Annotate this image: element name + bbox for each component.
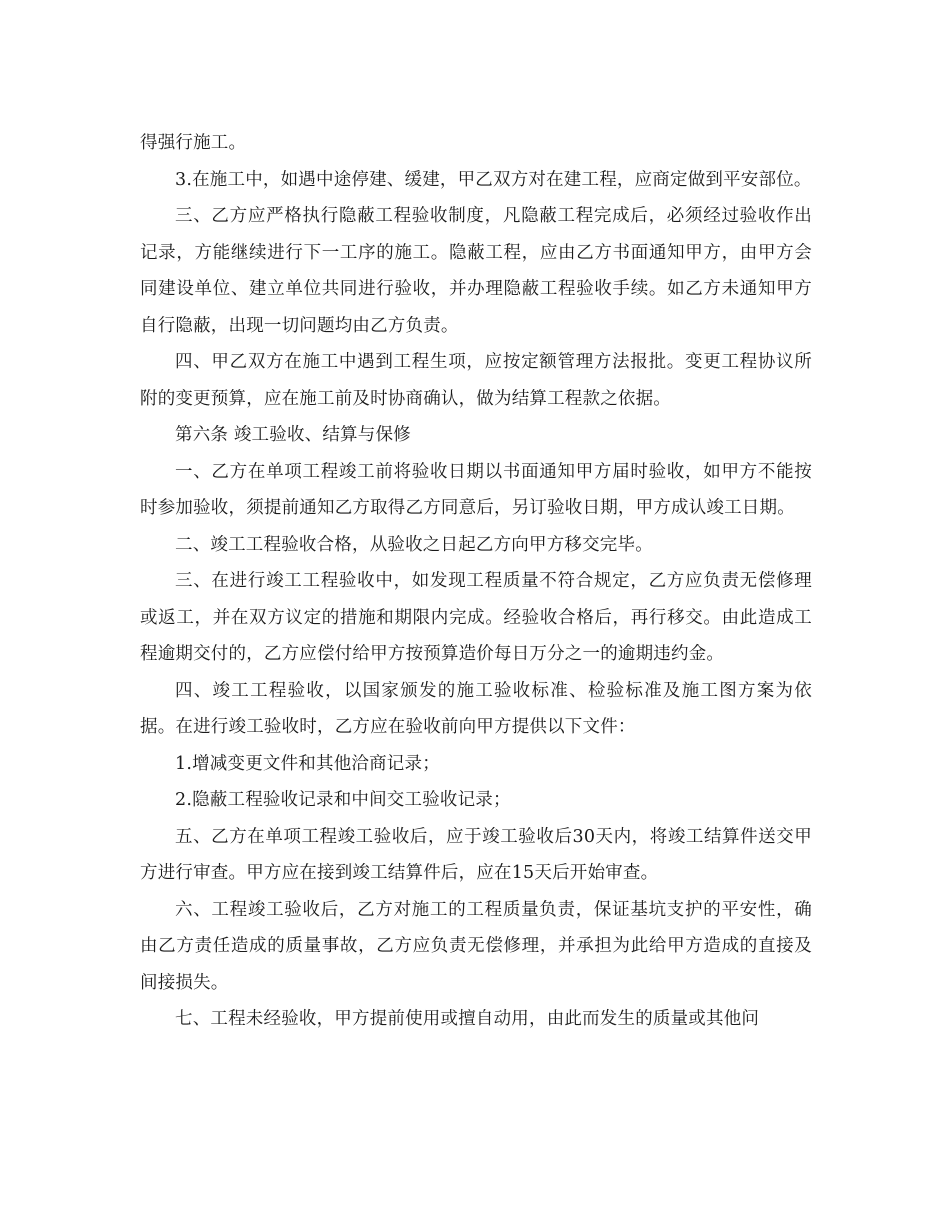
paragraph-continuation: 得强行施工。 <box>140 133 247 153</box>
paragraph-acceptance-4: 四、竣工工程验收，以国家颁发的施工验收标准、检验标准及施工图方案为依据。在进行竣工验收时，乙方应在验收前向甲方提供以下文件： <box>140 680 812 737</box>
list-item-2: 2.隐蔽工程验收记录和中间交工验收记录； <box>175 790 511 810</box>
paragraph-acceptance-2: 二、竣工工程验收合格，从验收之日起乙方向甲方移交完毕。 <box>175 534 653 555</box>
paragraph-clause-3: 3.在施工中，如遇中途停建、缓建，甲乙双方对在建工程，应商定做到平安部位。 <box>175 169 812 190</box>
paragraph-early-use: 七、工程未经验收，甲方提前使用或擅自动用，由此而发生的质量或其他问 <box>175 1009 760 1029</box>
list-item-1: 1.增减变更文件和其他洽商记录； <box>175 753 440 774</box>
paragraph-changes: 四、甲乙双方在施工中遇到工程生项，应按定额管理方法报批。变更工程协议所附的变更预算，应在施工前及时协商确认，做为结算工程款之依据。 <box>140 352 812 409</box>
paragraph-warranty: 六、工程竣工验收后，乙方对施工的工程质量负责，保证基坑支护的平安性，确由乙方责任造成的质量事故，乙方应负责无偿修理，并承担为此给甲方造成的直接及间接损失。 <box>140 899 812 993</box>
paragraph-settlement: 五、乙方在单项工程竣工验收后，应于竣工验收后30天内，将竣工结算件送交甲方进行审查。甲方应在接到竣工结算件后，应在15天后开始审查。 <box>140 826 812 883</box>
paragraph-hidden-works: 三、乙方应严格执行隐蔽工程验收制度，凡隐蔽工程完成后，必须经过验收作出记录，方能继续进行下一工序的施工。隐蔽工程，应由乙方书面通知甲方，由甲方会同建设单位、建立单位共同进行验收，并办理隐蔽工程验收手续。如乙方未通知甲方自行隐蔽，出现一切问题均由乙方负责。 <box>140 206 812 336</box>
paragraph-acceptance-3: 三、在进行竣工工程验收中，如发现工程质量不符合规定，乙方应负责无偿修理或返工，并在双方议定的措施和期限内完成。经验收合格后，再行移交。由此造成工程逾期交付的，乙方应偿付给甲方按预算造价每日万分之一的逾期违约金。 <box>140 571 812 664</box>
document-body <box>140 125 812 1038</box>
paragraph-acceptance-1: 一、乙方在单项工程竣工前将验收日期以书面通知甲方届时验收，如甲方不能按时参加验收，须提前通知乙方取得乙方同意后，另订验收日期，甲方成认竣工日期。 <box>140 461 812 518</box>
section-heading-article-6: 第六条 竣工验收、结算与保修 <box>175 425 411 445</box>
